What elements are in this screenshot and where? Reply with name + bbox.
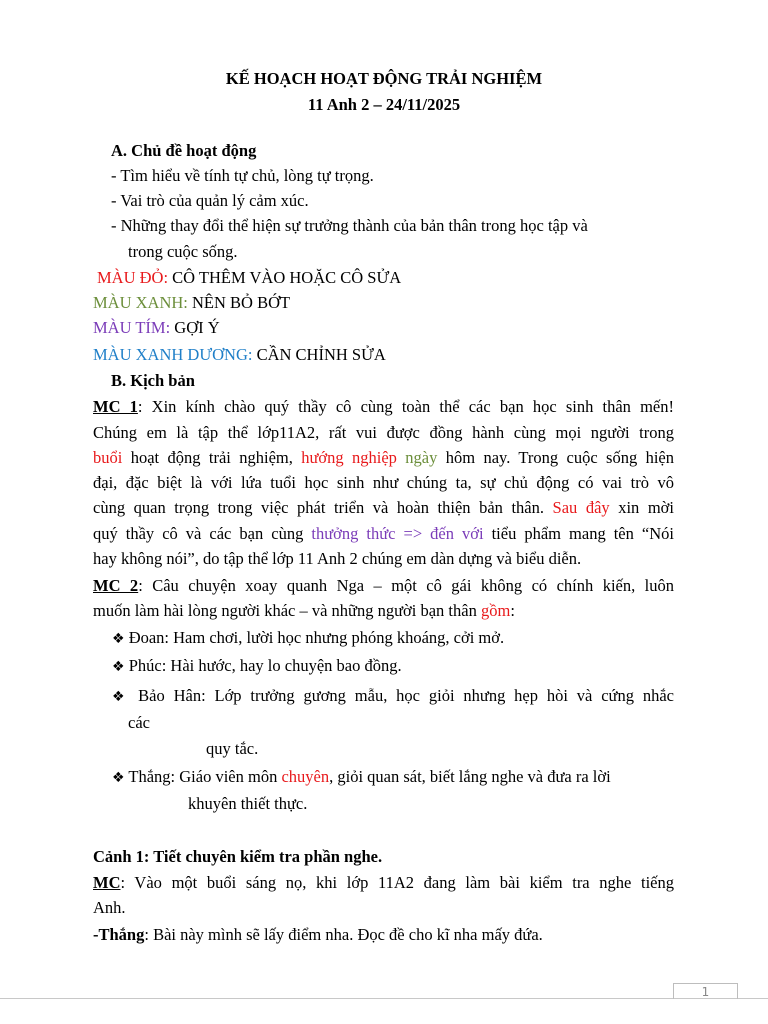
character-text: Thắng: Giáo viên môn — [128, 767, 282, 786]
character-text: quy tắc. — [206, 739, 259, 758]
legend-purple — [93, 318, 220, 338]
edit-red: Sau đây — [552, 498, 610, 517]
page-number: 1 — [673, 983, 738, 999]
character-item — [112, 656, 402, 677]
mc1-text: hoạt động trải nghiệm, — [122, 448, 302, 467]
mc1-line — [93, 448, 674, 468]
character-text: Đoan: Ham chơi, lười học nhưng phóng khoáng, cởi mở. — [128, 628, 505, 647]
edit-red: buổi — [93, 448, 123, 467]
legend-red-label: MÀU ĐỎ: — [97, 268, 169, 287]
mc2-text: : Câu chuyện xoay quanh Nga – một cô gái không có chính kiến, luôn — [138, 576, 674, 595]
scene-1-line — [93, 925, 543, 945]
section-a-item: - Tìm hiểu về tính tự chủ, lòng tự trọng. — [111, 166, 374, 185]
scene-1-text: : Bài này mình sẽ lấy điểm nha. Đọc đề cho kĩ nha mấy đứa. — [144, 925, 543, 944]
legend-purple-label: MÀU TÍM: — [93, 318, 171, 337]
thang-speaker: -Thắng — [93, 925, 145, 944]
mc1-line: đại, đặc biệt là với lứa tuổi học sinh như chúng ta, sự chủ động có vai trò vô — [93, 473, 674, 492]
legend-red-meaning: CÔ THÊM VÀO HOẶC CÔ SỬA — [172, 268, 402, 287]
footer-rule — [0, 998, 768, 999]
diamond-bullet-icon: ❖ — [112, 659, 125, 675]
mc1-line — [93, 397, 674, 417]
legend-green-label: MÀU XANH: — [93, 293, 188, 312]
section-a-item: - Vai trò của quản lý cảm xúc. — [111, 191, 309, 210]
mc1-text: : Xin kính chào quý thầy cô cùng toàn thể các bạn học sinh thân mến! — [137, 397, 674, 416]
diamond-bullet-icon: ❖ — [112, 631, 125, 647]
mc2-line — [93, 576, 674, 596]
mc1-speaker: MC 1 — [93, 397, 138, 416]
mc1-text: tiểu phẩm mang tên “Nói — [483, 524, 674, 543]
character-item — [112, 628, 504, 649]
edit-green: ngày — [405, 448, 438, 467]
character-text: , giỏi quan sát, biết lắng nghe và đưa ra lời — [329, 767, 611, 786]
legend-purple-meaning: GỢI Ý — [174, 318, 220, 337]
section-b-heading: B. Kịch bản — [111, 371, 195, 390]
mc2-line — [93, 601, 515, 621]
edit-red: chuyên — [281, 767, 330, 786]
character-text: các — [128, 713, 150, 732]
legend-red — [97, 268, 401, 288]
edit-red: gồm — [480, 601, 511, 620]
scene-1-line: Anh. — [93, 898, 126, 917]
mc2-text: : — [510, 601, 515, 620]
legend-blue-meaning: CẦN CHỈNH SỬA — [256, 345, 386, 364]
scene-1-line — [93, 873, 674, 893]
mc1-text: quý thầy cô và các bạn cùng — [93, 524, 312, 543]
document-subtitle: 11 Anh 2 – 24/11/2025 — [307, 95, 461, 114]
diamond-bullet-icon: ❖ — [112, 689, 130, 705]
legend-blue — [93, 345, 386, 365]
character-item — [112, 767, 611, 788]
mc1-line — [93, 524, 674, 544]
suggestion-purple: thưởng thức => đến với — [311, 524, 484, 543]
section-a-item: - Những thay đổi thể hiện sự trưởng thành của bản thân trong học tập và — [111, 216, 588, 235]
mc1-text: cùng quan trọng trong việc phát triển và hoàn thiện bản thân. — [93, 498, 553, 517]
mc1-text: hôm nay. Trong cuộc sống hiện — [437, 448, 674, 467]
document-title: KẾ HOẠCH HOẠT ĐỘNG TRẢI NGHIỆM — [225, 69, 543, 88]
section-a-item-continued: trong cuộc sống. — [128, 242, 238, 261]
diamond-bullet-icon: ❖ — [112, 770, 125, 786]
legend-blue-label: MÀU XANH DƯƠNG: — [93, 345, 253, 364]
character-text: khuyên thiết thực. — [188, 794, 308, 813]
mc-speaker: MC — [93, 873, 121, 892]
mc2-speaker: MC 2 — [93, 576, 139, 595]
character-text: Bảo Hân: Lớp trưởng gương mẫu, học giỏi nhưng hẹp hòi và cứng nhắc — [138, 686, 674, 705]
legend-green — [93, 293, 290, 313]
mc1-line: hay không nói”, do tập thể lớp 11 Anh 2 chúng em dàn dựng và biểu diễn. — [93, 549, 582, 568]
section-a-heading: A. Chủ đề hoạt động — [111, 141, 257, 160]
scene-1-text: : Vào một buổi sáng nọ, khi lớp 11A2 đang làm bài kiểm tra nghe tiếng — [120, 873, 674, 892]
mc2-text: muốn làm hài lòng người khác – và những người bạn thân — [93, 601, 481, 620]
mc1-line — [93, 498, 674, 518]
character-text: Phúc: Hài hước, hay lo chuyện bao đồng. — [128, 656, 402, 675]
scene-1-heading: Cảnh 1: Tiết chuyên kiểm tra phần nghe. — [93, 847, 383, 866]
edit-red: hướng nghiệp — [301, 448, 397, 467]
character-item — [112, 686, 674, 707]
mc1-text: xin mời — [609, 498, 674, 517]
mc1-line: Chúng em là tập thể lớp11A2, rất vui được đồng hành cùng mọi người trong — [93, 423, 674, 442]
legend-green-meaning: NÊN BỎ BỚT — [192, 293, 291, 312]
